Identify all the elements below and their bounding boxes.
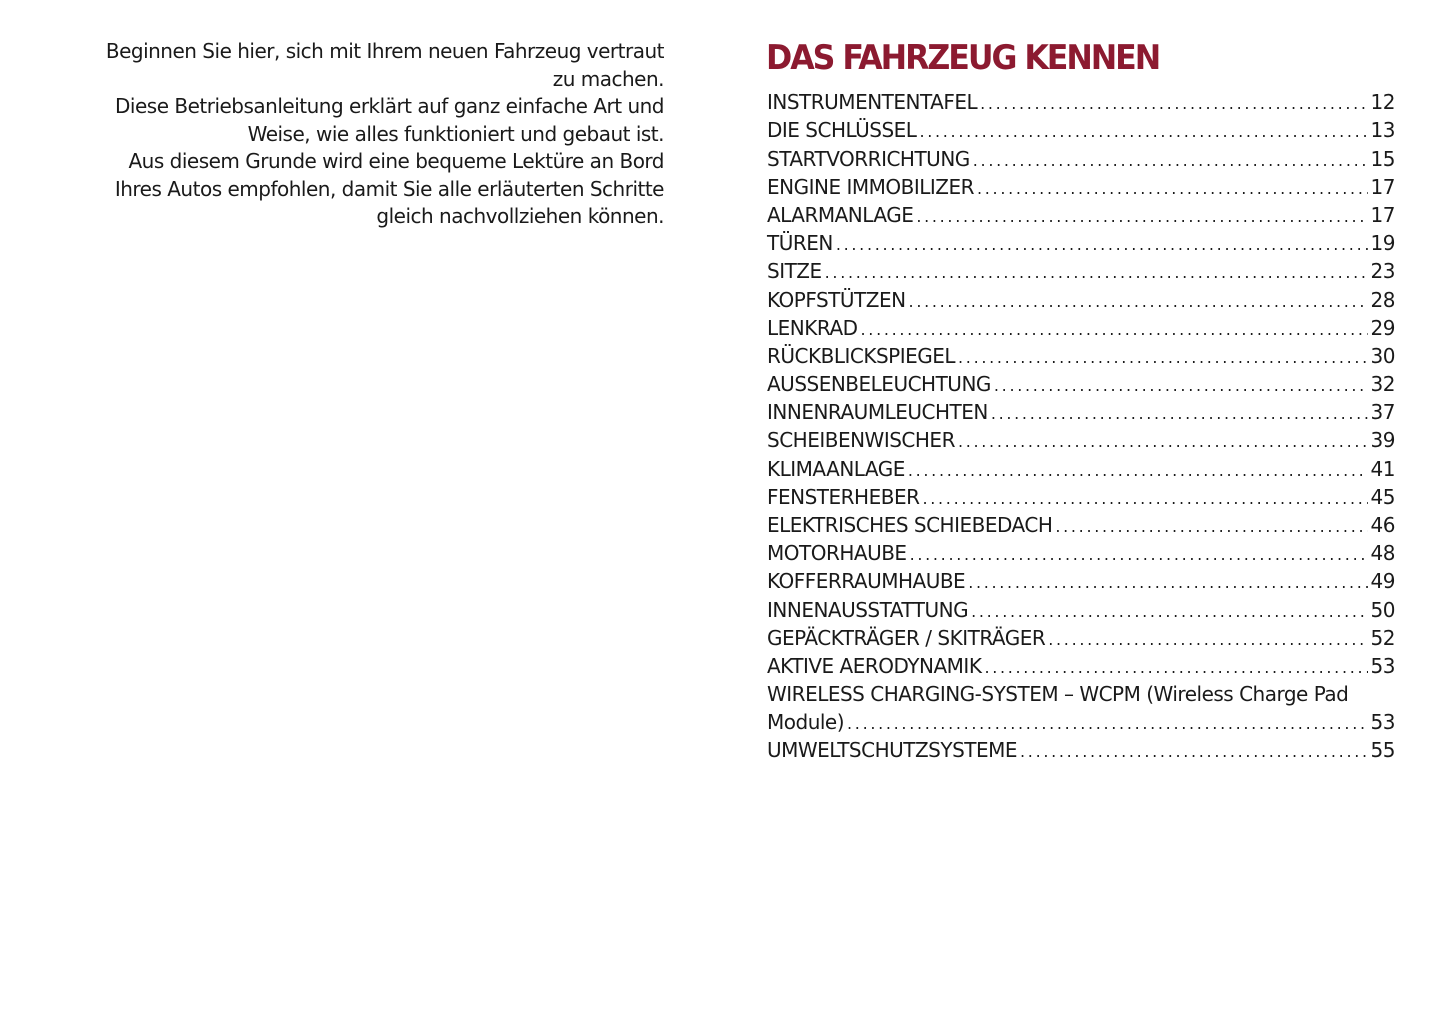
toc-entry[interactable]	[767, 116, 1395, 144]
toc-leader-dots	[958, 346, 1368, 370]
toc-entry-label: KLIMAANLAGE	[767, 456, 905, 481]
toc-entry[interactable]	[767, 370, 1395, 398]
toc-entry[interactable]	[767, 567, 1395, 595]
toc-entry-label: TÜREN	[767, 231, 833, 256]
toc-entry-label: WIRELESS CHARGING-SYSTEM – WCPM (Wireless Charge Pad	[767, 681, 1349, 706]
toc-leader-dots	[825, 261, 1368, 285]
toc-entry-label: KOPFSTÜTZEN	[767, 287, 906, 312]
toc-leader-dots	[980, 92, 1367, 116]
toc-entry-label: SCHEIBENWISCHER	[767, 428, 955, 453]
toc-entry-page: 32	[1370, 372, 1395, 397]
toc-entry-label: MOTORHAUBE	[767, 541, 907, 566]
toc-leader-dots	[1020, 740, 1368, 764]
toc-entry[interactable]	[767, 229, 1395, 257]
toc-entry[interactable]	[767, 285, 1395, 313]
toc-entry-page: 55	[1370, 738, 1395, 763]
toc-entry[interactable]	[767, 257, 1395, 285]
toc-leader-dots	[836, 233, 1368, 257]
toc-entry[interactable]	[767, 652, 1395, 680]
section-title: DAS FAHRZEUG KENNEN	[766, 38, 1160, 78]
toc-entry-page: 41	[1370, 456, 1395, 481]
toc-entry-page: 53	[1370, 653, 1395, 678]
toc-leader-dots	[909, 290, 1368, 314]
toc-entry-label: FENSTERHEBER	[767, 484, 920, 509]
toc-entry-page: 45	[1370, 484, 1395, 509]
toc-entry-label: AUSSENBELEUCHTUNG	[767, 372, 991, 397]
toc-entry-label: RÜCKBLICKSPIEGEL	[767, 343, 956, 368]
toc-entry-label: ALARMANLAGE	[767, 202, 914, 227]
toc-leader-dots	[1055, 515, 1367, 539]
toc-entry-page: 37	[1370, 400, 1395, 425]
toc-entry-page: 50	[1370, 597, 1395, 622]
intro-paragraph: Aus diesem Grunde wird eine bequeme Lektüre an Bord Ihres Autos empfohlen, damit Sie alle erläuterten Schritte gleich nachvollziehen können.	[114, 149, 664, 228]
toc-leader-dots	[958, 430, 1368, 454]
toc-leader-dots	[994, 374, 1368, 398]
toc-entry[interactable]	[767, 483, 1395, 511]
toc-leader-dots	[847, 712, 1368, 736]
toc-entry[interactable]	[767, 680, 1395, 736]
toc-entry-label: SITZE	[767, 259, 822, 284]
toc-entry-page: 17	[1370, 174, 1395, 199]
toc-entry-label: LENKRAD	[767, 315, 858, 340]
toc-leader-dots	[922, 487, 1367, 511]
toc-entry-page: 49	[1370, 569, 1395, 594]
toc-entry[interactable]	[767, 595, 1395, 623]
toc-entry-page: 39	[1370, 428, 1395, 453]
toc-entry-label: ENGINE IMMOBILIZER	[767, 174, 974, 199]
toc-entry-page: 17	[1370, 202, 1395, 227]
toc-entry-page: 12	[1370, 90, 1395, 115]
toc-leader-dots	[861, 318, 1368, 342]
toc-entry-page: 52	[1370, 625, 1395, 650]
toc-entry-page: 53	[1370, 709, 1395, 734]
toc-entry[interactable]	[767, 624, 1395, 652]
toc-leader-dots	[968, 571, 1367, 595]
toc-leader-dots	[977, 177, 1368, 201]
toc-entry[interactable]	[767, 736, 1395, 764]
toc-leader-dots	[1048, 628, 1367, 652]
toc-entry[interactable]	[767, 201, 1395, 229]
toc-entry-page: 29	[1370, 315, 1395, 340]
toc-leader-dots	[916, 205, 1367, 229]
toc-entry[interactable]	[767, 454, 1395, 482]
toc-entry-label: INNENAUSSTATTUNG	[767, 597, 969, 622]
toc-entry[interactable]	[767, 88, 1395, 116]
toc-entry-page: 23	[1370, 259, 1395, 284]
toc-entry-label: AKTIVE AERODYNAMIK	[767, 653, 982, 678]
toc-entry[interactable]	[767, 398, 1395, 426]
toc-entry-label: INNENRAUMLEUCHTEN	[767, 400, 988, 425]
toc-entry-label: DIE SCHLÜSSEL	[767, 118, 917, 143]
toc-leader-dots	[991, 402, 1368, 426]
toc-entry-page: 30	[1370, 343, 1395, 368]
toc-entry-label: STARTVORRICHTUNG	[767, 146, 970, 171]
toc-leader-dots	[910, 543, 1368, 567]
table-of-contents	[767, 88, 1395, 764]
toc-leader-dots	[971, 600, 1367, 624]
toc-entry-page: 19	[1370, 231, 1395, 256]
toc-entry[interactable]	[767, 426, 1395, 454]
toc-entry-page: 28	[1370, 287, 1395, 312]
toc-entry-label: GEPÄCKTRÄGER / SKITRÄGER	[767, 625, 1046, 650]
toc-leader-dots	[973, 149, 1368, 173]
toc-leader-dots	[984, 656, 1367, 680]
toc-entry-label: KOFFERRAUMHAUBE	[767, 569, 966, 594]
toc-entry[interactable]	[767, 511, 1395, 539]
toc-entry-page: 46	[1370, 513, 1395, 537]
toc-leader-dots	[908, 459, 1368, 483]
toc-entry-page: 13	[1370, 118, 1395, 143]
toc-entry[interactable]	[767, 314, 1395, 342]
toc-entry[interactable]	[767, 144, 1395, 172]
toc-entry-page: 48	[1370, 541, 1395, 566]
toc-entry[interactable]	[767, 173, 1395, 201]
toc-leader-dots	[919, 120, 1367, 144]
toc-entry-label: INSTRUMENTENTAFEL	[767, 90, 978, 115]
toc-entry-label: ELEKTRISCHES SCHIEBEDACH	[767, 513, 1053, 537]
toc-entry-page: 15	[1370, 146, 1395, 171]
toc-entry[interactable]	[767, 539, 1395, 567]
intro-paragraph: Beginnen Sie hier, sich mit Ihrem neuen Fahrzeug vertraut zu machen.	[105, 39, 664, 91]
toc-entry-label-continued: Module)	[767, 709, 845, 734]
intro-paragraph: Diese Betriebsanleitung erklärt auf ganz einfache Art und Weise, wie alles funktioniert und gebaut ist.	[115, 94, 664, 146]
toc-entry-label: UMWELTSCHUTZSYSTEME	[767, 738, 1018, 763]
intro-text	[100, 38, 664, 231]
toc-entry[interactable]	[767, 342, 1395, 370]
toc-entry-continuation	[767, 708, 1395, 736]
